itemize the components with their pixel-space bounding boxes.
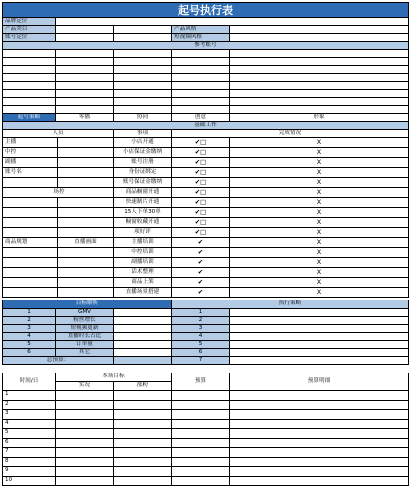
role-value-cell[interactable] <box>58 138 114 148</box>
role-cell[interactable]: 副播 <box>2 158 58 168</box>
daily-cell[interactable] <box>230 477 409 487</box>
daily-row <box>2 391 409 401</box>
status-col-label: 完成情况 <box>172 130 409 138</box>
role-value-cell[interactable] <box>58 278 114 288</box>
exec-no: 6 <box>172 349 230 357</box>
task-row <box>2 148 409 158</box>
product-style-value[interactable] <box>230 26 409 34</box>
role-value-cell[interactable] <box>58 228 114 238</box>
daily-row <box>2 467 409 477</box>
daily-cell[interactable] <box>230 458 409 468</box>
daily-cell[interactable] <box>230 391 409 401</box>
product-type-value-2[interactable] <box>114 26 172 34</box>
daily-cell[interactable] <box>56 391 114 401</box>
daily-row <box>2 410 409 420</box>
ref-cell[interactable] <box>56 58 114 66</box>
account-position-label: 账号定位 <box>2 34 56 42</box>
day-number: 9 <box>2 467 56 477</box>
ref-col-creative: 创意 <box>172 114 230 122</box>
task-status: X <box>230 228 409 238</box>
task-label: 项好评 <box>114 228 172 238</box>
role-cell[interactable] <box>2 218 58 228</box>
day-number: 7 <box>2 448 56 458</box>
day-number: 1 <box>2 391 56 401</box>
target-item: 订单量 <box>56 341 114 349</box>
role-cell[interactable] <box>2 198 58 208</box>
daily-cell[interactable] <box>114 391 172 401</box>
task-check[interactable]: ✔□ <box>172 208 230 218</box>
task-status: X <box>230 248 409 258</box>
role-value-cell[interactable] <box>58 178 114 188</box>
task-label: 快速制片开通 <box>114 198 172 208</box>
role-cell[interactable]: 中控 <box>2 148 58 158</box>
ref-col-zero: 零播 <box>56 114 114 122</box>
exec-no: 2 <box>172 317 230 325</box>
daily-cell[interactable] <box>172 429 230 439</box>
task-check[interactable]: ✔□ <box>172 198 230 208</box>
role-cell[interactable]: 账号名 <box>2 168 58 178</box>
ref-row <box>2 58 409 66</box>
daily-cell[interactable] <box>114 439 172 449</box>
task-label: 商品橱窗开通 <box>114 188 172 198</box>
daily-cell[interactable] <box>56 420 114 430</box>
task-row <box>2 178 409 188</box>
info-row-1 <box>2 18 409 26</box>
target-no: 4 <box>2 333 56 341</box>
task-label: 话术整理 <box>114 268 172 278</box>
brand-label: 品牌定位 <box>2 18 56 26</box>
role-value-cell[interactable]: 直播画面 <box>58 238 114 248</box>
ref-row <box>2 90 409 98</box>
ref-row <box>2 66 409 74</box>
task-label: 副播培训 <box>114 258 172 268</box>
target-no: 1 <box>2 309 56 317</box>
daily-cell[interactable] <box>56 439 114 449</box>
ref-cell[interactable] <box>2 74 56 82</box>
role-value-cell[interactable] <box>58 208 114 218</box>
ref-cell[interactable] <box>114 82 172 90</box>
task-row <box>2 198 409 208</box>
video-style-label: 短视频风格 <box>172 34 230 42</box>
target-item: 粉丝增长 <box>56 317 114 325</box>
role-cell[interactable]: 场控 <box>2 188 114 198</box>
task-check[interactable]: ✔□ <box>172 158 230 168</box>
ref-col-image: 形象 <box>230 114 409 122</box>
role-cell[interactable] <box>2 228 58 238</box>
target-header-row <box>2 300 409 309</box>
task-status: X <box>230 178 409 188</box>
ref-cell[interactable] <box>230 66 409 74</box>
budget-detail-col-label: 预算明细 <box>230 373 409 391</box>
time-col-label: 时间/日 <box>2 373 56 391</box>
product-type-value[interactable] <box>56 26 114 34</box>
task-row <box>2 188 409 198</box>
role-cell[interactable] <box>2 208 58 218</box>
role-value-cell[interactable] <box>58 218 114 228</box>
ref-cell[interactable] <box>172 82 230 90</box>
budget-col-label: 预算 <box>172 373 230 391</box>
ref-cell[interactable] <box>114 74 172 82</box>
ref-cell[interactable] <box>56 50 114 58</box>
daily-row <box>2 439 409 449</box>
daily-row <box>2 420 409 430</box>
role-cell[interactable] <box>2 178 58 188</box>
people-col-label: 人员 <box>2 130 114 138</box>
task-label: 商品上架 <box>114 278 172 288</box>
ref-cell[interactable] <box>56 66 114 74</box>
role-value-cell[interactable] <box>58 198 114 208</box>
daily-cell[interactable] <box>114 448 172 458</box>
task-label: 小店开通 <box>114 138 172 148</box>
ref-col-strategy: 起号策略 <box>2 114 56 122</box>
task-check[interactable]: ✔□ <box>172 138 230 148</box>
ref-cell[interactable] <box>114 90 172 98</box>
daily-cell[interactable] <box>56 429 114 439</box>
exec-value[interactable] <box>230 309 409 317</box>
target-row <box>2 333 409 341</box>
target-no: 6 <box>2 349 56 357</box>
exec-no: 5 <box>172 341 230 349</box>
task-label: 小店保证金缴纳 <box>114 148 172 158</box>
ref-cell[interactable] <box>56 106 114 114</box>
task-check[interactable]: ✔ <box>172 258 230 268</box>
role-cell[interactable]: 商品规划 <box>2 238 58 248</box>
ref-row <box>2 82 409 90</box>
ref-cell[interactable] <box>230 98 409 106</box>
daily-row <box>2 401 409 411</box>
task-label: 直播场景搭建 <box>114 288 172 298</box>
ref-labels-row <box>2 114 409 122</box>
task-row <box>2 168 409 178</box>
task-check[interactable]: ✔□ <box>172 218 230 228</box>
ref-cell[interactable] <box>56 74 114 82</box>
task-check[interactable]: ✔ <box>172 238 230 248</box>
target-value[interactable] <box>114 317 172 325</box>
daily-cell[interactable] <box>56 477 114 487</box>
role-value-cell[interactable] <box>58 258 114 268</box>
role-value-cell[interactable] <box>58 288 114 298</box>
ref-cell[interactable] <box>230 74 409 82</box>
info-row-3 <box>2 34 409 42</box>
role-value-cell[interactable] <box>58 248 114 258</box>
task-status: X <box>230 218 409 228</box>
ref-cell[interactable] <box>2 50 56 58</box>
role-cell[interactable] <box>2 268 58 278</box>
ref-cell[interactable] <box>114 50 172 58</box>
ref-cell[interactable] <box>230 58 409 66</box>
ref-cell[interactable] <box>2 90 56 98</box>
day-number: 10 <box>2 477 56 487</box>
exec-no: 1 <box>172 309 230 317</box>
task-status: X <box>230 278 409 288</box>
task-status: X <box>230 208 409 218</box>
target-value[interactable] <box>114 341 172 349</box>
task-check[interactable]: ✔ <box>172 268 230 278</box>
daily-cell[interactable] <box>56 410 114 420</box>
target-row <box>2 325 409 333</box>
ref-cell[interactable] <box>2 58 56 66</box>
exec-value[interactable] <box>230 325 409 333</box>
ref-row <box>2 74 409 82</box>
task-status: X <box>230 288 409 298</box>
role-cell[interactable] <box>2 258 58 268</box>
daily-cell[interactable] <box>172 439 230 449</box>
exec-no: 4 <box>172 333 230 341</box>
exec-header: 执行策略 <box>172 300 409 309</box>
task-col-label: 事项 <box>114 130 172 138</box>
daily-cell[interactable] <box>230 420 409 430</box>
daily-header-row-1 <box>2 373 409 391</box>
ref-row <box>2 50 409 58</box>
basic-cols-row <box>2 130 409 138</box>
target-value[interactable] <box>114 309 172 317</box>
role-value-cell[interactable] <box>58 168 114 178</box>
ref-col-collab: 协同 <box>114 114 172 122</box>
ref-cell[interactable] <box>172 66 230 74</box>
daily-cell[interactable] <box>230 467 409 477</box>
task-row <box>2 158 409 168</box>
task-label: 主播培训 <box>114 238 172 248</box>
ref-cell[interactable] <box>230 50 409 58</box>
day-number: 3 <box>2 410 56 420</box>
daily-cell[interactable] <box>172 467 230 477</box>
task-label: 橱窗收藏开通 <box>114 218 172 228</box>
sales-col-label: 实况 <box>56 382 114 391</box>
account-position-value[interactable] <box>56 34 114 42</box>
task-label: 身份证绑定 <box>114 168 172 178</box>
daily-row <box>2 448 409 458</box>
task-status: X <box>230 148 409 158</box>
brand-value[interactable] <box>56 18 409 26</box>
ref-row <box>2 98 409 106</box>
info-row-2 <box>2 26 409 34</box>
target-row <box>2 349 409 357</box>
task-check[interactable]: ✔ <box>172 288 230 298</box>
target-value[interactable] <box>114 325 172 333</box>
daily-cell[interactable] <box>172 420 230 430</box>
budget-value[interactable] <box>114 357 172 365</box>
fans-col-label: 涨粉 <box>114 382 172 391</box>
daily-cell[interactable] <box>114 410 172 420</box>
task-row <box>2 268 409 278</box>
task-row <box>2 258 409 268</box>
task-status: X <box>230 268 409 278</box>
ref-cell[interactable] <box>2 106 56 114</box>
target-no: 3 <box>2 325 56 333</box>
daily-row <box>2 477 409 487</box>
task-row <box>2 288 409 298</box>
target-value[interactable] <box>114 349 172 357</box>
task-label: 账号保证金缴纳 <box>114 178 172 188</box>
exec-no: 7 <box>172 357 230 365</box>
role-cell[interactable] <box>2 288 58 298</box>
sheet-title: 起号执行表 <box>2 2 409 18</box>
ref-cell[interactable] <box>172 58 230 66</box>
task-row <box>2 138 409 148</box>
target-row <box>2 317 409 325</box>
daily-cell[interactable] <box>230 448 409 458</box>
ref-cell[interactable] <box>56 90 114 98</box>
task-row <box>2 228 409 238</box>
target-col-group <box>56 373 172 391</box>
role-cell[interactable] <box>2 248 58 258</box>
daily-cell[interactable] <box>172 448 230 458</box>
target-item: 直播时长占比 <box>56 333 114 341</box>
daily-cell[interactable] <box>114 429 172 439</box>
day-number: 5 <box>2 429 56 439</box>
spreadsheet <box>2 2 409 490</box>
task-check[interactable]: ✔□ <box>172 168 230 178</box>
ref-cell[interactable] <box>2 82 56 90</box>
role-cell[interactable]: 主播 <box>2 138 58 148</box>
target-no: 5 <box>2 341 56 349</box>
target-col-label: 本场目标 <box>56 373 172 382</box>
product-style-label: 产品风格 <box>172 26 230 34</box>
task-status: X <box>230 238 409 248</box>
daily-cell[interactable] <box>114 458 172 468</box>
task-status: X <box>230 158 409 168</box>
task-row <box>2 248 409 258</box>
target-row <box>2 357 409 365</box>
ref-cell[interactable] <box>172 106 230 114</box>
target-item: GMV <box>56 309 114 317</box>
ref-cell[interactable] <box>114 98 172 106</box>
exec-value[interactable] <box>230 341 409 349</box>
daily-cell[interactable] <box>114 477 172 487</box>
daily-row <box>2 458 409 468</box>
account-position-value-2[interactable] <box>114 34 172 42</box>
exec-value[interactable] <box>230 317 409 325</box>
daily-cell[interactable] <box>172 391 230 401</box>
ref-cell[interactable] <box>172 74 230 82</box>
daily-cell[interactable] <box>114 467 172 477</box>
exec-value[interactable] <box>230 357 409 365</box>
target-row <box>2 341 409 349</box>
exec-value[interactable] <box>230 349 409 357</box>
daily-cell[interactable] <box>230 429 409 439</box>
task-status: X <box>230 138 409 148</box>
daily-cell[interactable] <box>230 401 409 411</box>
daily-cell[interactable] <box>56 458 114 468</box>
budget-label: 总预算： <box>2 357 114 365</box>
daily-cell[interactable] <box>114 401 172 411</box>
day-number: 4 <box>2 420 56 430</box>
product-type-label: 产品类目 <box>2 26 56 34</box>
daily-cell[interactable] <box>56 467 114 477</box>
target-item: 短视频更新 <box>56 325 114 333</box>
ref-cell[interactable] <box>56 98 114 106</box>
ref-cell[interactable] <box>230 106 409 114</box>
ref-cell[interactable] <box>172 90 230 98</box>
task-check[interactable]: ✔□ <box>172 228 230 238</box>
role-cell[interactable] <box>2 278 58 288</box>
ref-cell[interactable] <box>2 66 56 74</box>
task-check[interactable]: ✔ <box>172 278 230 288</box>
task-label: 账号注册 <box>114 158 172 168</box>
daily-cell[interactable] <box>56 401 114 411</box>
role-value-cell[interactable] <box>58 158 114 168</box>
ref-cell[interactable] <box>114 66 172 74</box>
target-no: 2 <box>2 317 56 325</box>
ref-header-row <box>2 42 409 50</box>
daily-cell[interactable] <box>172 458 230 468</box>
day-number: 6 <box>2 439 56 449</box>
daily-cell[interactable] <box>172 401 230 411</box>
task-label: 中控培训 <box>114 248 172 258</box>
basic-header-row <box>2 122 409 130</box>
daily-row <box>2 429 409 439</box>
task-check[interactable]: ✔ <box>172 248 230 258</box>
exec-no: 3 <box>172 325 230 333</box>
daily-cell[interactable] <box>230 410 409 420</box>
task-status: X <box>230 198 409 208</box>
task-check[interactable]: ✔□ <box>172 178 230 188</box>
target-value[interactable] <box>114 333 172 341</box>
task-row <box>2 218 409 228</box>
daily-cell[interactable] <box>172 477 230 487</box>
task-label: 15人下单30单 <box>114 208 172 218</box>
task-check[interactable]: ✔□ <box>172 188 230 198</box>
ref-cell[interactable] <box>2 98 56 106</box>
video-style-value[interactable] <box>230 34 409 42</box>
task-check[interactable]: ✔□ <box>172 148 230 158</box>
target-row <box>2 309 409 317</box>
daily-cell[interactable] <box>56 448 114 458</box>
ref-header: 参考账号 <box>2 42 409 50</box>
ref-cell[interactable] <box>230 82 409 90</box>
day-number: 2 <box>2 401 56 411</box>
task-row <box>2 278 409 288</box>
role-value-cell[interactable] <box>58 268 114 278</box>
task-status: X <box>230 188 409 198</box>
task-status: X <box>230 168 409 178</box>
task-row <box>2 208 409 218</box>
ref-cell[interactable] <box>114 58 172 66</box>
target-header: 目标解析 <box>2 300 172 309</box>
ref-row <box>2 106 409 114</box>
ref-cell[interactable] <box>114 106 172 114</box>
role-value-cell[interactable] <box>58 148 114 158</box>
ref-cell[interactable] <box>56 82 114 90</box>
target-item: 其它 <box>56 349 114 357</box>
basic-header: 基础工作 <box>2 122 409 130</box>
task-row <box>2 238 409 248</box>
day-number: 8 <box>2 458 56 468</box>
ref-cell[interactable] <box>172 98 230 106</box>
daily-cell[interactable] <box>114 420 172 430</box>
daily-cell[interactable] <box>172 410 230 420</box>
ref-cell[interactable] <box>172 50 230 58</box>
daily-cell[interactable] <box>230 439 409 449</box>
ref-cell[interactable] <box>230 90 409 98</box>
task-status: X <box>230 258 409 268</box>
exec-value[interactable] <box>230 333 409 341</box>
